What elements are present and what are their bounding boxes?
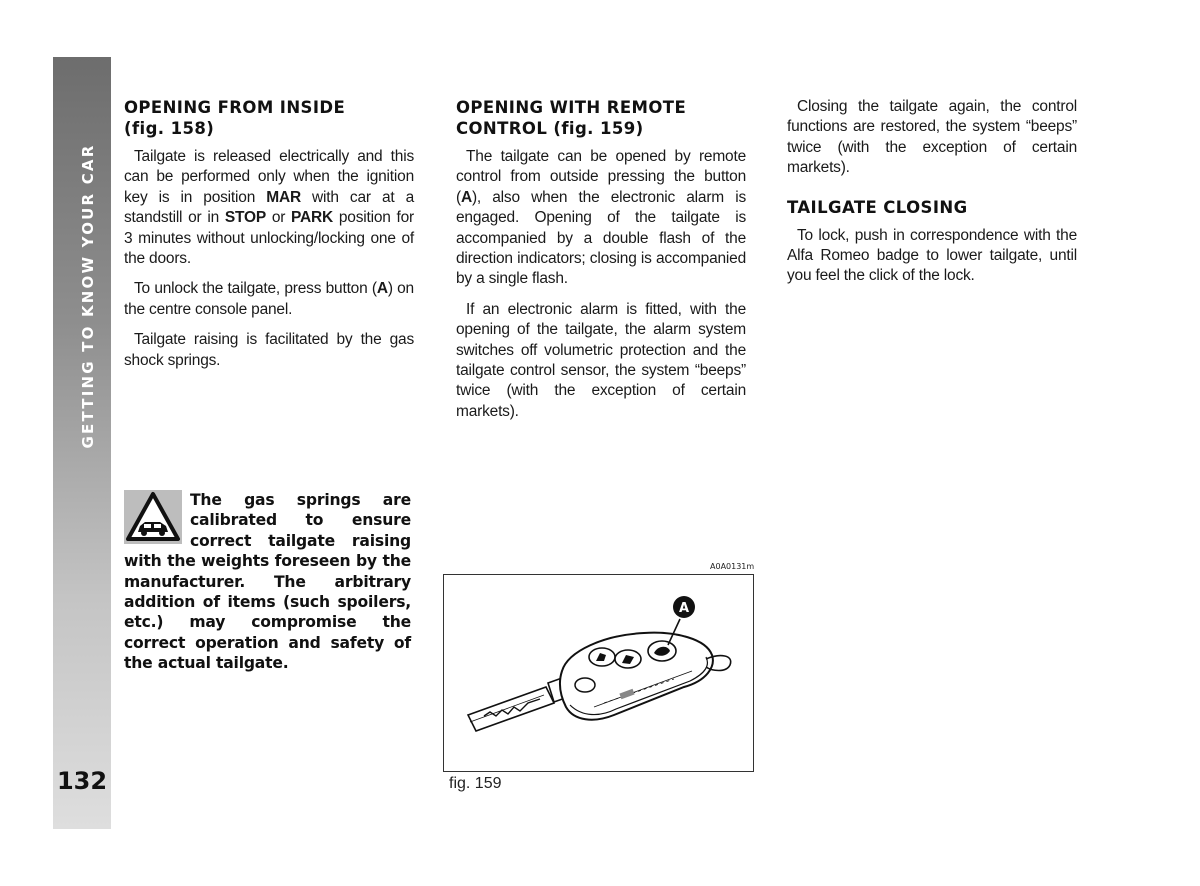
heading-line: OPENING WITH REMOTE	[456, 98, 687, 117]
section-label: GETTING TO KNOW YOUR CAR	[79, 143, 97, 449]
bold-term: A	[376, 280, 388, 298]
bold-term: PARK	[291, 209, 334, 227]
key-blade	[468, 678, 568, 731]
paragraph: Tailgate raising is facilitated by the gas shock springs.	[124, 331, 414, 369]
text-run: or	[265, 209, 292, 227]
text-run: To unlock the tailgate, press button (	[134, 280, 377, 298]
heading-line: OPENING FROM INSIDE	[124, 98, 346, 117]
paragraph: Closing the tailgate again, the control functions are restored, the system “beeps” twice (with the exception of certain markets).	[787, 98, 1077, 177]
heading-opening-from-inside	[124, 97, 414, 139]
fob-body	[560, 633, 731, 720]
bold-term: A	[460, 188, 472, 206]
paragraph	[456, 147, 746, 290]
heading-line: (fig. 158)	[124, 119, 215, 138]
paragraph	[124, 279, 414, 320]
bold-term: STOP	[224, 209, 266, 227]
text-run: with car at a standstill or in	[124, 188, 414, 227]
column-right	[787, 97, 1077, 297]
paragraph	[124, 147, 414, 269]
text-run: Tailgate is released electrically and this can be performed only when the ignition key is in position	[124, 148, 414, 206]
column-left	[124, 97, 414, 381]
bold-term: MAR	[266, 188, 301, 206]
figure-code: A0A0131m	[710, 562, 755, 571]
paragraph: To lock, push in correspondence with the Alfa Romeo badge to lower tailgate, until you feel the click of the lock.	[787, 226, 1077, 285]
text-run: ) on the centre console panel.	[124, 280, 414, 318]
column-middle	[456, 97, 746, 432]
text-run: The tailgate can be opened by remote control from outside pressing the button (	[456, 148, 746, 206]
text-run: ), also when the electronic alarm is engaged. Opening of the tailgate is accompanied by a double flash of the direction indicators; closing is accompanied by a single flash.	[456, 188, 746, 288]
heading-line: CONTROL (fig. 159)	[456, 119, 644, 138]
page-number: 132	[56, 767, 108, 795]
heading-opening-with-remote-control	[456, 97, 746, 139]
paragraph: If an electronic alarm is fitted, with the opening of the tailgate, the alarm system switches off volumetric protection and the tailgate control sensor, the system “beeps” twice (with the exception of certain markets).	[456, 300, 746, 420]
warning-box	[124, 490, 411, 674]
warning-text: The gas springs are calibrated to ensure correct tailgate raising with the weights foreseen by the manufacturer. The arbitrary addition of items (such spoilers, etc.) may compromise the correct operation and safety of the actual tailgate.	[124, 491, 411, 673]
warning-triangle-car-icon	[124, 490, 182, 544]
callout-label: A	[678, 601, 690, 616]
heading-tailgate-closing: TAILGATE CLOSING	[787, 197, 968, 217]
figure-159	[443, 574, 754, 772]
remote-key-fob-illustration	[444, 575, 752, 770]
text-run: position for 3 minutes without unlocking/locking one of the doors.	[124, 209, 414, 268]
sidebar-band	[53, 57, 111, 829]
figure-caption: fig. 159	[449, 775, 502, 792]
